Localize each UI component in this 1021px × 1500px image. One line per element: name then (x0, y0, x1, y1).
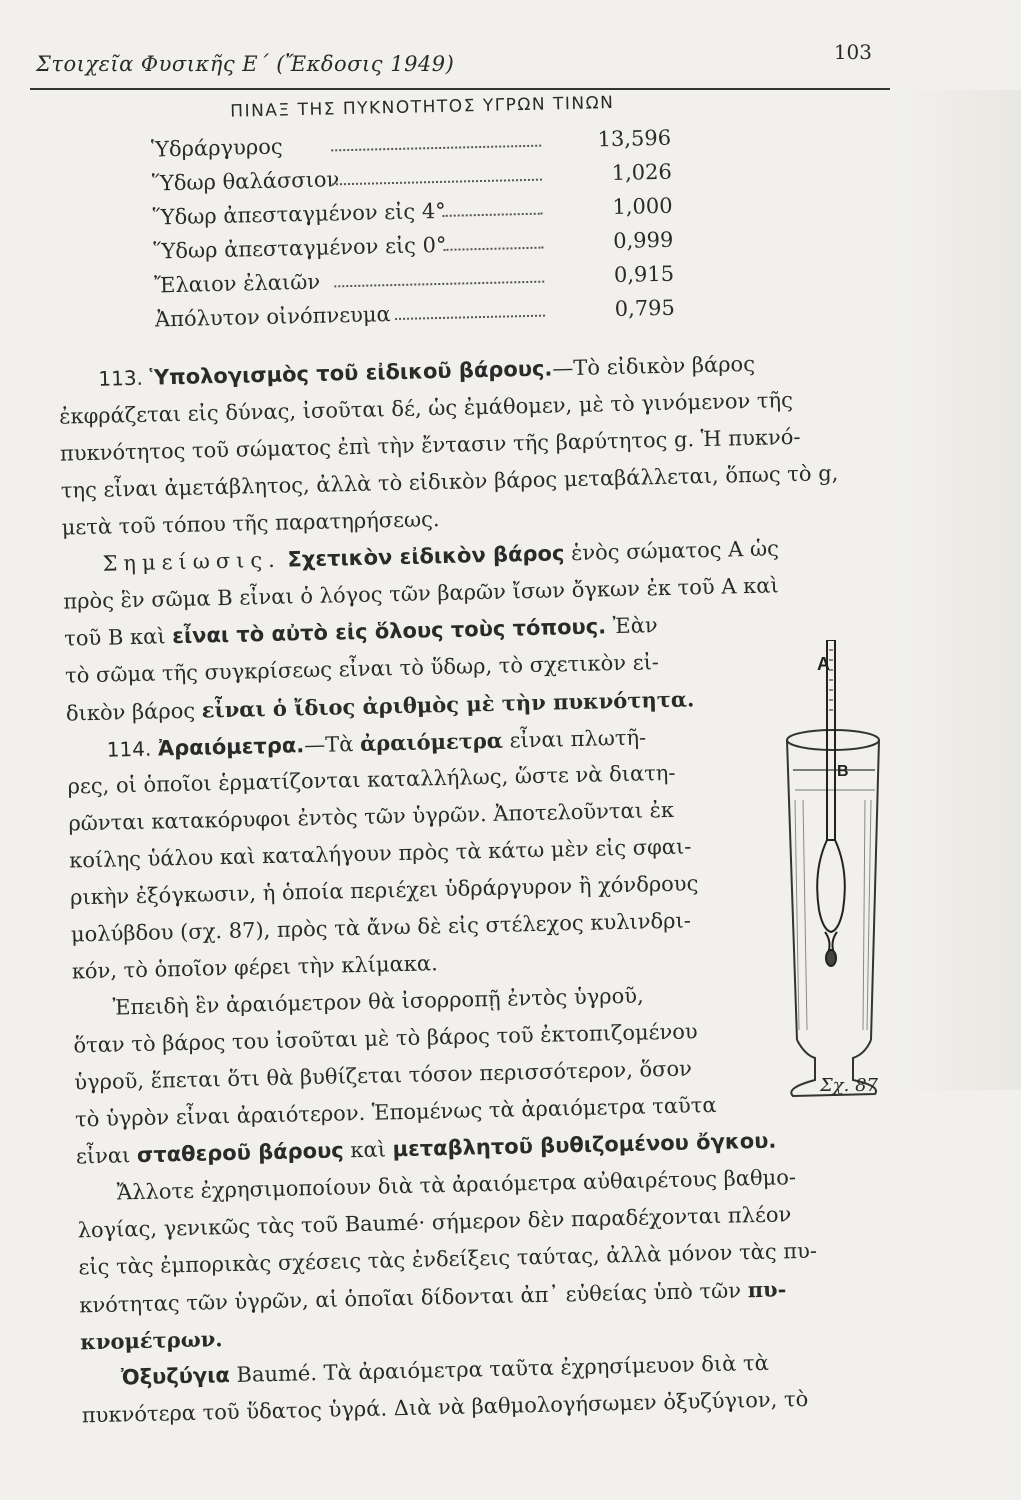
note-label: Σημείωσις. (102, 547, 282, 576)
text-line: κόν, τὸ ὁποῖον φέρει τὴν κλίμακα. (71, 951, 439, 984)
text-fragment: —Τὸ εἰδικὸν βάρος (552, 351, 756, 381)
text-line: κοίλης ὑάλου καὶ καταλήγουν πρὸς τὰ κάτω μὲν εἰς σφαι- (68, 834, 692, 873)
liquid-name: Ὕδωρ ἀπεσταγμένον εἰς 0° (153, 232, 447, 264)
page-header (30, 40, 890, 86)
text-fragment: κνότητας τῶν ὑγρῶν, αἱ ὁποῖαι δίδονται ἀπ᾽ εὐθείας ὑπὸ τῶν (79, 1278, 742, 1318)
text-line: ρες, οἱ ὁποῖοι ἑρματίζονται καταλλήλως, ὥστε νὰ διατη- (67, 760, 676, 799)
text-line: της εἶναι ἀμετάβλητος, ἀλλὰ τὸ εἰδικὸν βάρος μεταβάλλεται, ὅπως τὸ g, (60, 460, 839, 503)
density-value: 13,596 (597, 125, 672, 152)
liquid-name: Ὕδωρ θαλάσσιον (151, 167, 340, 196)
emphasis: ἀραιόμετρα (359, 727, 504, 756)
emphasis: εἶναι ὁ ἴδιος ἀριθμὸς μὲ τὴν πυκνότητα. (201, 686, 695, 723)
emphasis: πυ- (747, 1276, 787, 1303)
figure-caption: Σχ. 87 (820, 1075, 878, 1096)
text-line: τὸ ὑγρὸν εἶναι ἀραιότερον. Ἑπομένως τὰ ἀραιόμετρα ταῦτα (74, 1092, 717, 1132)
text-line: τὸ σῶμα τῆς συγκρίσεως εἶναι τὸ ὕδωρ, τὸ σχετικὸν εἰ- (64, 650, 660, 688)
leader-dots (395, 297, 545, 320)
section-title: Ὑπολογισμὸς τοῦ εἰδικοῦ βάρους. (149, 356, 553, 390)
text-line: μολύβδου (σχ. 87), πρὸς τὰ ἄνω δὲ εἰς στέλεχος κυλινδρι- (70, 908, 692, 947)
text-line: λογίας, γενικῶς τὰς τοῦ Baumé· σήμερον δὲν παραδέχονται πλέον (77, 1202, 792, 1243)
text-line: πυκνότερα τοῦ ὕδατος ὑγρά. Διὰ νὰ βαθμολογήσωμεν ὀξυζύγιον, τὸ (81, 1386, 809, 1428)
text-fragment: —Τὰ (303, 732, 354, 758)
hatching (795, 800, 871, 1030)
emphasis: εἶναι τὸ αὐτὸ εἰς ὅλους τοὺς τόπους. (171, 614, 607, 649)
text-line: ρικὴν ἐξόγκωσιν, ἡ ὁποία περιέχει ὑδράργυρον ἢ χόνδρους (69, 871, 699, 910)
text-fragment: Baumé. Τὰ ἀραιόμετρα ταῦτα ἐχρησίμευον διὰ τὰ (236, 1350, 770, 1387)
leader-dots (331, 127, 541, 152)
emphasis: σταθεροῦ βάρους (136, 1138, 344, 1168)
text-fragment: καὶ (350, 1137, 387, 1163)
emphasis: μεταβλητοῦ βυθιζομένου ὄγκου. (392, 1128, 777, 1162)
running-head: Στοιχεῖα Φυσικῆς Ε΄ (Ἔκδοσις 1949) (36, 52, 455, 76)
text-fragment: εἶναι (75, 1143, 131, 1169)
section-number: 114. (106, 736, 152, 762)
density-value: 0,999 (612, 227, 674, 254)
emphasis: κνομέτρων. (79, 1326, 223, 1355)
section-number: 113. (98, 365, 144, 391)
density-value: 1,000 (612, 193, 673, 220)
leader-dots (442, 195, 542, 217)
liquid-name: Ἀπόλυτον οἰνόπνευμα (154, 302, 391, 332)
label-b: B (837, 763, 849, 780)
text-line: Ἄλλοτε ἐχρησιμοποίουν διὰ τὰ ἀραιόμετρα αὐθαιρέτους βαθμο- (116, 1165, 797, 1205)
liquid-name: Ὑδράργυρος (150, 134, 283, 162)
text-line: ὅταν τὸ βάρος του ἰσοῦται μὲ τὸ βάρος τοῦ ἐκτοπιζομένου (73, 1019, 698, 1058)
section-title: Ἀραιόμετρα. (157, 733, 305, 761)
baume-term: Ὀξυζύγια (120, 1363, 231, 1390)
text-line: ρῶνται κατακόρυφοι ἐντὸς τῶν ὑγρῶν. Ἀποτελοῦνται ἐκ (68, 797, 675, 836)
glass-cylinder (787, 730, 879, 1096)
leader-dots (334, 263, 544, 288)
text-fragment: δικὸν βάρος (65, 698, 196, 726)
text-fragment: Ἐὰν (612, 613, 658, 639)
text-line: ὑγροῦ, ἕπεται ὅτι θὰ βυθίζεται τόσον περισσότερον, ὅσον (74, 1056, 693, 1095)
text-line: πυκνότητος τοῦ σώματος ἐπὶ τὴν ἔντασιν τῆς βαρύτητος g. Ἡ πυκνό- (59, 424, 801, 466)
label-a: A (817, 654, 830, 674)
text-fragment: ἑνὸς σώματος Α ὡς (570, 536, 780, 566)
density-value: 0,795 (614, 295, 676, 322)
note-term: Σχετικὸν εἰδικὸν βάρος (287, 541, 565, 572)
text-line: πρὸς ἓν σῶμα Β εἶναι ὁ λόγος τῶν βαρῶν ἴσων ὄγκων ἐκ τοῦ Α καὶ (63, 573, 779, 614)
text-line: εἰς τὰς ἐμπορικὰς σχέσεις τὰς ἐνδείξεις ταύτας, ἀλλὰ μόνον τὰς πυ- (78, 1238, 818, 1280)
text-line: ἐκφράζεται εἰς δύνας, ἰσοῦται δέ, ὡς ἐμάθομεν, μὲ τὸ γινόμενον τῆς (58, 388, 794, 429)
density-table (151, 126, 675, 342)
page-number: 103 (833, 40, 872, 64)
text-fragment: εἶναι πλωτῆ- (509, 725, 647, 753)
hydrometer (817, 640, 845, 966)
text-line: μετὰ τοῦ τόπου τῆς παρατηρήσεως. (61, 507, 440, 540)
leader-dots (443, 229, 543, 251)
leader-dots (332, 161, 542, 186)
hydrometer-figure (745, 640, 895, 1100)
density-value: 0,915 (613, 261, 675, 288)
liquid-name: Ἔλαιον ἐλαιῶν (153, 269, 321, 298)
text-line: Ἐπειδὴ ἓν ἀραιόμετρον θὰ ἰσορροπῇ ἐντὸς ὑγροῦ, (112, 983, 644, 1020)
text-fragment: τοῦ Β καὶ (63, 624, 166, 651)
liquid-name: Ὕδωρ ἀπεσταγμένον εἰς 4° (152, 198, 446, 230)
density-value: 1,026 (611, 159, 673, 186)
table-title: ΠΙΝΑΞ ΤΗΣ ΠΥΚΝΟΤΗΤΟΣ ΥΓΡΩΝ ΤΙΝΩΝ (230, 92, 615, 122)
